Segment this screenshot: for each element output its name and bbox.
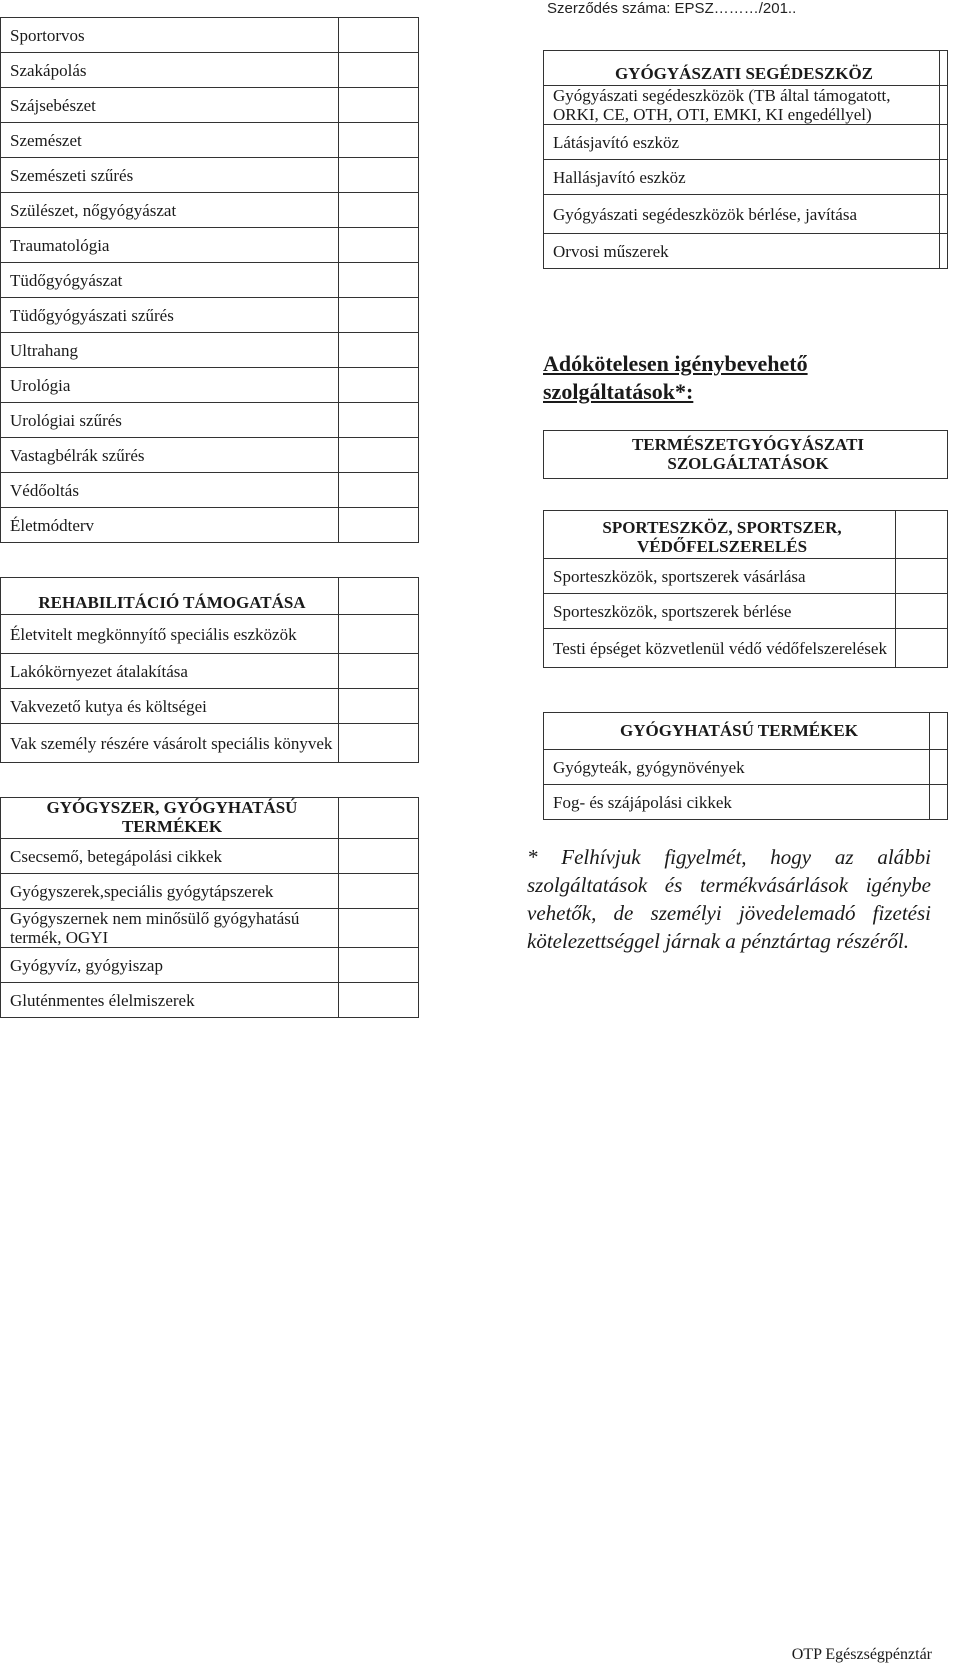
- list-item: [1, 228, 419, 263]
- rehab-header: REHABILITÁCIÓ TÁMOGATÁSA: [1, 578, 339, 615]
- checkbox-cell[interactable]: [339, 689, 419, 724]
- checkbox-cell[interactable]: [940, 51, 948, 86]
- checkbox-cell[interactable]: [339, 615, 419, 654]
- checkbox-cell[interactable]: [339, 839, 419, 874]
- checkbox-cell[interactable]: [339, 228, 419, 263]
- item-label: Hallásjavító eszköz: [544, 160, 940, 195]
- contract-number: Szerződés száma: EPSZ………/201..: [547, 0, 797, 17]
- list-item: [544, 86, 948, 125]
- list-item: [544, 559, 948, 594]
- checkbox-cell[interactable]: [940, 160, 948, 195]
- checkbox-cell[interactable]: [930, 785, 948, 820]
- aid-header: GYÓGYÁSZATI SEGÉDESZKÖZ: [544, 51, 940, 86]
- item-label: Orvosi műszerek: [544, 234, 940, 269]
- item-label: Traumatológia: [1, 228, 339, 263]
- item-label: Tüdőgyógyászati szűrés: [1, 298, 339, 333]
- list-item: [544, 629, 948, 668]
- item-label: Sporteszközök, sportszerek bérlése: [544, 594, 896, 629]
- list-item: [1, 298, 419, 333]
- checkbox-cell[interactable]: [339, 298, 419, 333]
- checkbox-cell[interactable]: [930, 713, 948, 750]
- item-label: Vastagbélrák szűrés: [1, 438, 339, 473]
- item-label: Gyógyteák, gyógynövények: [544, 750, 930, 785]
- checkbox-cell[interactable]: [339, 368, 419, 403]
- checkbox-cell[interactable]: [339, 983, 419, 1018]
- list-item: [544, 750, 948, 785]
- list-item: [1, 909, 419, 948]
- item-label: Vakvezető kutya és költségei: [1, 689, 339, 724]
- list-item: [544, 594, 948, 629]
- item-label: Szemészet: [1, 123, 339, 158]
- item-label: Szülészet, nőgyógyászat: [1, 193, 339, 228]
- list-item: [1, 123, 419, 158]
- right-service-list: [543, 0, 947, 812]
- list-item: [1, 473, 419, 508]
- list-item: [544, 160, 948, 195]
- item-label: Gluténmentes élelmiszerek: [1, 983, 339, 1018]
- checkbox-cell[interactable]: [896, 559, 948, 594]
- item-label: Életvitelt megkönnyítő speciális eszközök: [1, 615, 339, 654]
- list-item: [1, 689, 419, 724]
- checkbox-cell[interactable]: [339, 948, 419, 983]
- drug-header: GYÓGYSZER, GYÓGYHATÁSÚ TERMÉKEK: [1, 798, 339, 839]
- list-item: [1, 18, 419, 53]
- list-item: [1, 368, 419, 403]
- checkbox-cell[interactable]: [339, 438, 419, 473]
- item-label: Urológiai szűrés: [1, 403, 339, 438]
- left-services-table: [0, 17, 419, 1018]
- list-item: [544, 234, 948, 269]
- tax-heading: Adókötelesen igénybevehető szolgáltatások*:: [543, 351, 808, 404]
- item-label: Életmódterv: [1, 508, 339, 543]
- checkbox-cell[interactable]: [896, 511, 948, 559]
- list-item: [1, 874, 419, 909]
- sport-table: [543, 510, 948, 668]
- checkbox-cell[interactable]: [339, 724, 419, 763]
- list-item: [544, 785, 948, 820]
- list-item: [1, 438, 419, 473]
- checkbox-cell[interactable]: [930, 750, 948, 785]
- list-item: [1, 508, 419, 543]
- checkbox-cell[interactable]: [339, 333, 419, 368]
- checkbox-cell[interactable]: [940, 125, 948, 160]
- checkbox-cell[interactable]: [339, 158, 419, 193]
- item-label: Védőoltás: [1, 473, 339, 508]
- herbal-header: GYÓGYHATÁSÚ TERMÉKEK: [544, 713, 930, 750]
- list-item: [1, 193, 419, 228]
- list-item: [1, 263, 419, 298]
- item-label: Testi épséget közvetlenül védő védőfelszerelések: [544, 629, 896, 668]
- item-label: Sporteszközök, sportszerek vásárlása: [544, 559, 896, 594]
- list-item: [1, 724, 419, 763]
- checkbox-cell[interactable]: [940, 234, 948, 269]
- list-item: [544, 195, 948, 234]
- item-label: Vak személy részére vásárolt speciális könyvek: [1, 724, 339, 763]
- tax-note: * Felhívjuk figyelmét, hogy az alábbi szolgáltatások és termékvásárlások igénybe vehetők, de személyi jövedelemadó fizetési kötelezettséggel járnak a pénztártag részéről.: [527, 845, 931, 953]
- herbal-table: [543, 712, 948, 820]
- item-label: Látásjavító eszköz: [544, 125, 940, 160]
- aid-table: [543, 50, 948, 269]
- nature-header: TERMÉSZETGYÓGYÁSZATI SZOLGÁLTATÁSOK: [544, 431, 948, 479]
- list-item: [1, 839, 419, 874]
- checkbox-cell[interactable]: [339, 874, 419, 909]
- list-item: [1, 948, 419, 983]
- sport-header: SPORTESZKÖZ, SPORTSZER, VÉDŐFELSZERELÉS: [544, 511, 896, 559]
- list-item: [1, 983, 419, 1018]
- item-label: Gyógyszernek nem minősülő gyógyhatású termék, OGYI: [1, 909, 339, 948]
- list-item: [1, 333, 419, 368]
- footer-brand: OTP Egészségpénztár: [791, 1646, 932, 1663]
- item-label: Lakókörnyezet átalakítása: [1, 654, 339, 689]
- checkbox-cell[interactable]: [339, 193, 419, 228]
- item-label: Ultrahang: [1, 333, 339, 368]
- item-label: Sportorvos: [1, 18, 339, 53]
- item-label: Tüdőgyógyászat: [1, 263, 339, 298]
- checkbox-cell[interactable]: [339, 263, 419, 298]
- checkbox-cell[interactable]: [896, 629, 948, 668]
- checkbox-cell[interactable]: [339, 123, 419, 158]
- left-service-list: [0, 17, 418, 1018]
- checkbox-cell[interactable]: [896, 594, 948, 629]
- list-item: [1, 403, 419, 438]
- checkbox-cell[interactable]: [940, 195, 948, 234]
- item-label: Gyógyvíz, gyógyiszap: [1, 948, 339, 983]
- item-label: Fog- és szájápolási cikkek: [544, 785, 930, 820]
- item-label: Gyógyszerek,speciális gyógytápszerek: [1, 874, 339, 909]
- checkbox-cell[interactable]: [339, 88, 419, 123]
- nature-table: [543, 430, 948, 479]
- checkbox-cell[interactable]: [339, 508, 419, 543]
- item-label: Csecsemő, betegápolási cikkek: [1, 839, 339, 874]
- checkbox-cell[interactable]: [339, 403, 419, 438]
- list-item: [1, 88, 419, 123]
- checkbox-cell[interactable]: [339, 473, 419, 508]
- item-label: Urológia: [1, 368, 339, 403]
- checkbox-cell[interactable]: [339, 798, 419, 839]
- list-item: [1, 654, 419, 689]
- list-item: [544, 125, 948, 160]
- item-label: Szemészeti szűrés: [1, 158, 339, 193]
- checkbox-cell[interactable]: [339, 654, 419, 689]
- list-item: [1, 53, 419, 88]
- item-label: Szakápolás: [1, 53, 339, 88]
- item-label: Gyógyászati segédeszközök (TB által támogatott, ORKI, CE, OTH, OTI, EMKI, KI engedéllyel): [544, 86, 940, 125]
- checkbox-cell[interactable]: [339, 53, 419, 88]
- item-label: Gyógyászati segédeszközök bérlése, javítása: [544, 195, 940, 234]
- list-item: [1, 615, 419, 654]
- item-label: Szájsebészet: [1, 88, 339, 123]
- checkbox-cell[interactable]: [940, 86, 948, 125]
- checkbox-cell[interactable]: [339, 578, 419, 615]
- checkbox-cell[interactable]: [339, 18, 419, 53]
- checkbox-cell[interactable]: [339, 909, 419, 948]
- list-item: [1, 158, 419, 193]
